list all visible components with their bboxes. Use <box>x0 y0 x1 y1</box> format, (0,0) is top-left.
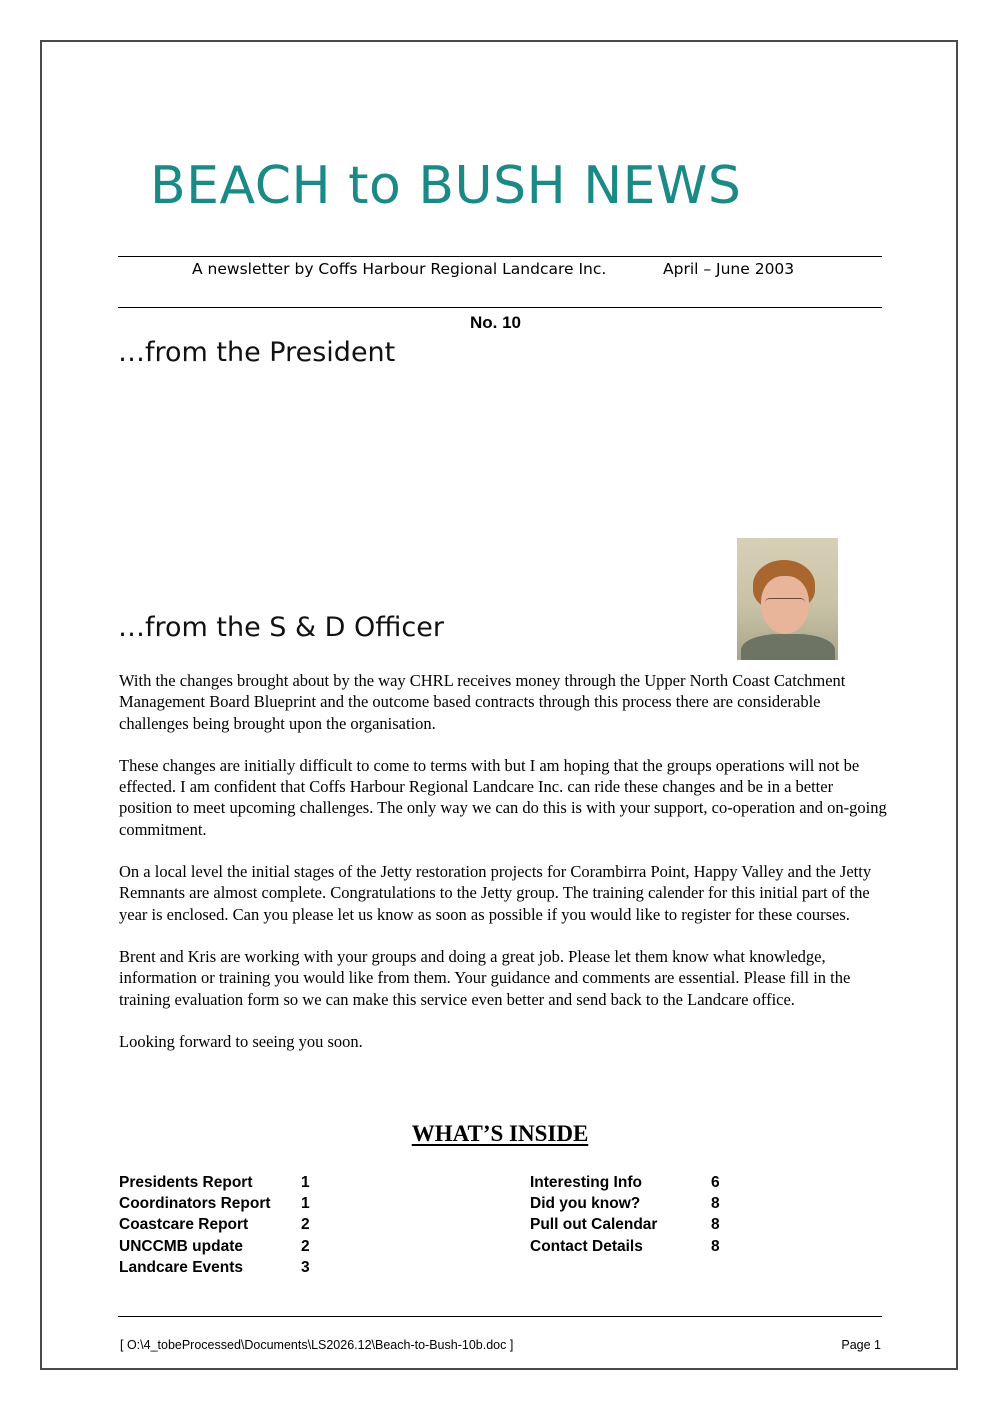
footer-page-number: Page 1 <box>841 1338 881 1352</box>
contents-page: 1 <box>301 1195 310 1213</box>
officer-photo <box>737 538 838 660</box>
contents-item <box>119 1214 369 1235</box>
contents-item <box>530 1236 780 1257</box>
footer-file-path: [ O:\4_tobeProcessed\Documents\LS2026.12\Beach-to-Bush-10b.doc ] <box>120 1338 514 1352</box>
whats-inside-title: WHAT’S INSIDE <box>411 1121 589 1146</box>
whats-inside-heading <box>0 1121 1000 1147</box>
article-paragraph: Brent and Kris are working with your groups and doing a great job. Please let them know what knowledge, information or training you would like from them. Your guidance and comments are essential. Please fill in the training evaluation form so we can make this service even better and send back to the Landcare office. <box>119 946 851 1009</box>
contents-title: UNCCMB update <box>119 1237 243 1255</box>
issue-date-range: April – June 2003 <box>663 260 795 278</box>
contents-page: 8 <box>711 1237 720 1255</box>
president-heading: …from the President <box>118 337 396 368</box>
footer-rule <box>118 1316 882 1317</box>
contents-title: Interesting Info <box>530 1174 642 1191</box>
contents-title: Coastcare Report <box>119 1216 249 1234</box>
contents-item <box>119 1236 369 1257</box>
contents-title: Landcare Events <box>119 1258 244 1276</box>
contents-title: Presidents Report <box>119 1174 253 1191</box>
contents-title: Contact Details <box>530 1237 643 1255</box>
article-paragraph: On a local level the initial stages of the Jetty restoration projects for Corambirra Point, Happy Valley and the Jetty Remnants are almost complete. Congratulations to the Jetty group. The training calender for this initial part of the year is enclosed. Can you please let us know as soon as possible if you would like to register for these courses. <box>119 862 872 924</box>
contents-title: Pull out Calendar <box>530 1216 658 1234</box>
contents-title: Did you know? <box>530 1195 641 1213</box>
contents-right-column <box>530 1172 780 1257</box>
officer-heading: …from the S & D Officer <box>118 612 444 643</box>
contents-title: Coordinators Report <box>119 1195 271 1213</box>
contents-item <box>530 1193 780 1214</box>
contents-page: 6 <box>711 1174 720 1191</box>
top-rule <box>118 256 882 257</box>
contents-item <box>119 1172 369 1193</box>
bottom-rule <box>118 307 882 308</box>
contents-left-column <box>119 1172 369 1278</box>
contents-page: 8 <box>711 1216 720 1234</box>
article-paragraph: Looking forward to seeing you soon. <box>119 1031 363 1051</box>
issue-number: No. 10 <box>470 313 522 332</box>
tagline: A newsletter by Coffs Harbour Regional Landcare Inc. <box>192 260 607 278</box>
article-paragraph: These changes are initially difficult to come to terms with but I am hoping that the groups operations will not be effected. I am confident that Coffs Harbour Regional Landcare Inc. can ride these changes and be in a better position to meet upcoming challenges. The only way we can do this is with your support, co-operation and on-going commitment. <box>119 755 887 839</box>
tagline-line <box>192 260 812 278</box>
contents-item <box>119 1193 369 1214</box>
contents-page: 2 <box>301 1216 310 1234</box>
article-body <box>119 670 889 1073</box>
newsletter-title: BEACH to BUSH NEWS <box>150 156 742 216</box>
contents-page: 8 <box>711 1195 720 1213</box>
article-paragraph: With the changes brought about by the way CHRL receives money through the Upper North Coast Catchment Management Board Blueprint and the outcome based contracts through this process there are considerable challenges being brought upon the organisation. <box>119 671 846 733</box>
contents-item <box>530 1172 780 1193</box>
contents-page: 1 <box>301 1174 310 1191</box>
contents-page: 3 <box>301 1258 310 1276</box>
contents-item <box>530 1214 780 1235</box>
contents-page: 2 <box>301 1237 310 1255</box>
contents-item <box>119 1257 369 1278</box>
